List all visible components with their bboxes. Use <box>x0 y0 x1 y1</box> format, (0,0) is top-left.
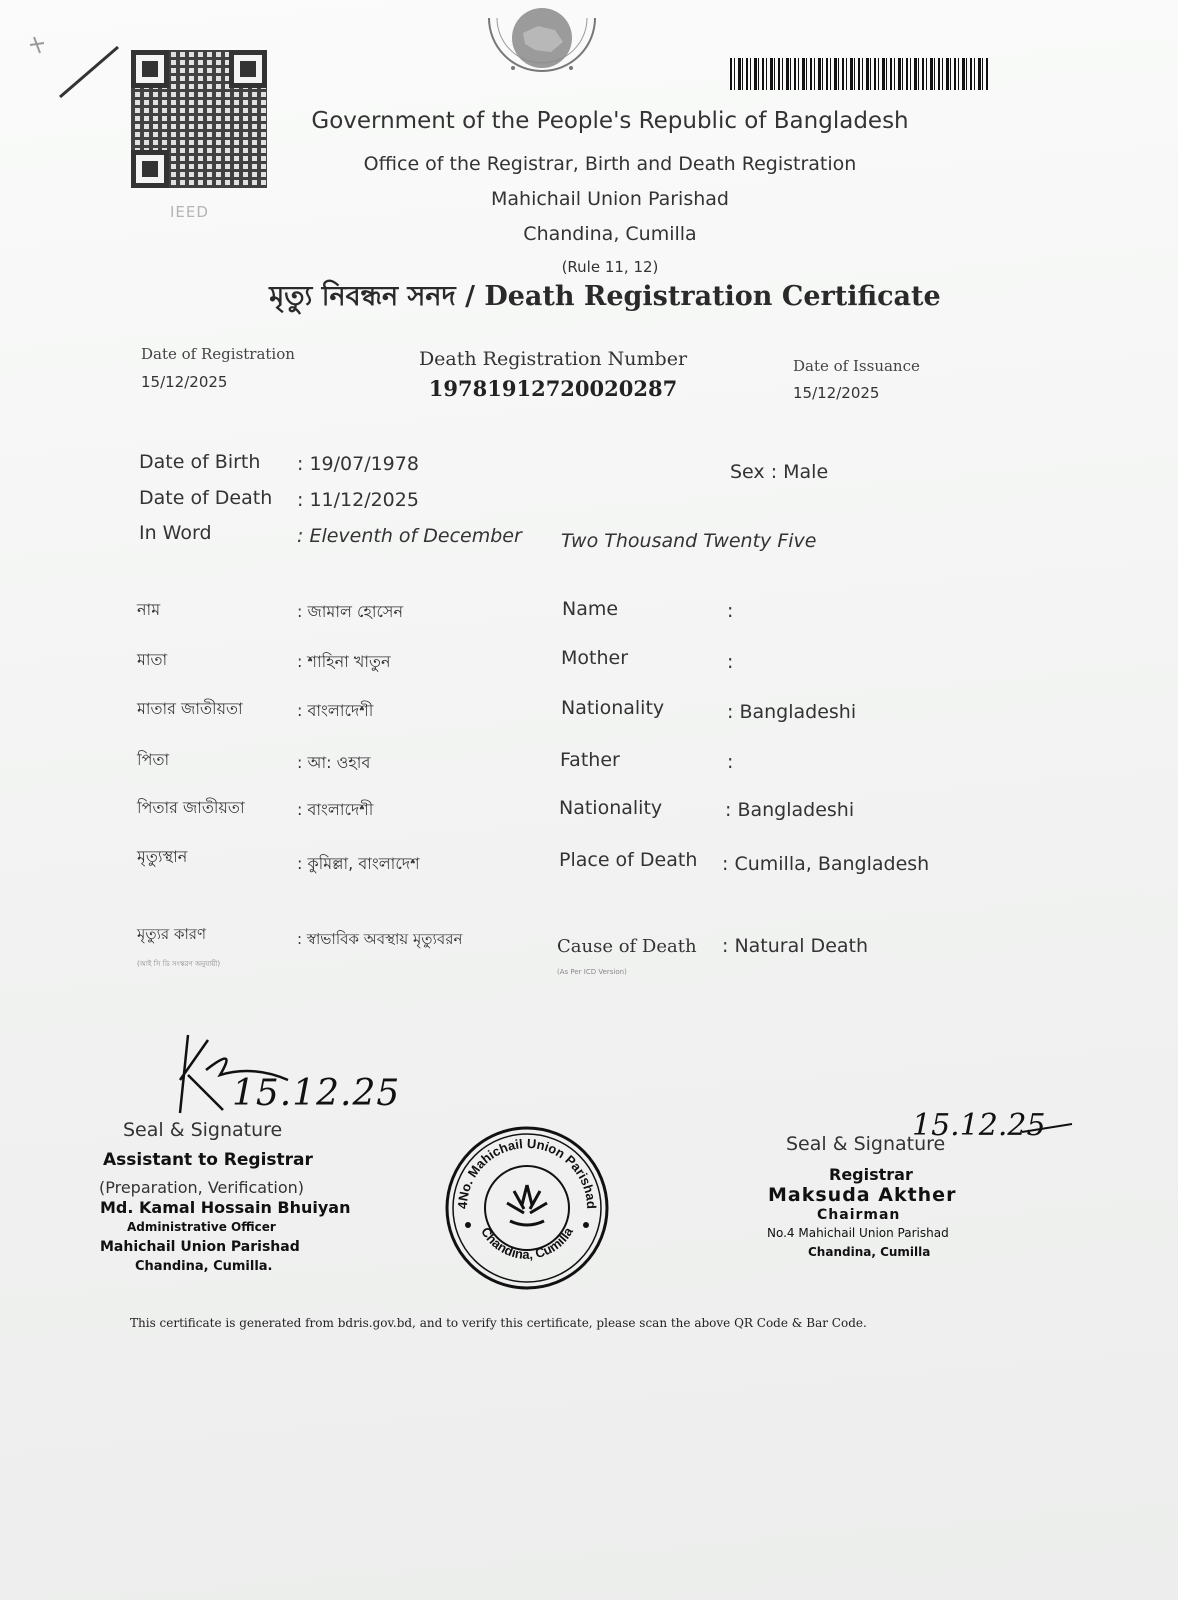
registrar-office: No.4 Mahichail Union Parishad <box>767 1226 949 1240</box>
registrar-title: Chairman <box>817 1207 901 1223</box>
father-nationality-label: Nationality <box>559 797 663 819</box>
registrar-signature-stroke-icon <box>1020 1120 1075 1136</box>
in-word-value-part2: Two Thousand Twenty Five <box>561 530 817 552</box>
date-of-issuance-value: 15/12/2025 <box>793 384 880 402</box>
registration-number-value: 19781912720020287 <box>428 376 678 401</box>
registration-number-label: Death Registration Number <box>418 348 688 370</box>
name-label: Name <box>562 598 619 620</box>
assistant-title: Administrative Officer <box>127 1220 276 1234</box>
date-of-birth-value: : 19/07/1978 <box>297 453 419 475</box>
cause-of-death-label: Cause of Death <box>557 936 697 957</box>
seal-top-text: 4No. Mahichail Union Parishad <box>454 1135 600 1210</box>
svg-text:Chandina, Cumilla <box>478 1224 576 1262</box>
right-seal-signature-label: Seal & Signature <box>786 1133 946 1155</box>
assistant-role-note: (Preparation, Verification) <box>99 1178 304 1197</box>
government-emblem-icon <box>483 8 601 98</box>
bn-name-value: : জামাল হোসেন <box>297 602 404 621</box>
bn-mother-nationality-value: : বাংলাদেশী <box>297 701 374 720</box>
registrar-name: Maksuda Akther <box>768 1184 957 1206</box>
date-of-birth-label: Date of Birth <box>139 451 261 473</box>
bn-name-label: নাম <box>137 600 161 619</box>
father-nationality-value: : Bangladeshi <box>725 799 855 821</box>
date-of-death-label: Date of Death <box>139 487 273 509</box>
bn-place-of-death-label: মৃত্যুস্থান <box>137 847 188 866</box>
assistant-role: Assistant to Registrar <box>103 1150 313 1170</box>
assistant-name: Md. Kamal Hossain Bhuiyan <box>100 1198 351 1217</box>
mother-label: Mother <box>561 647 629 669</box>
barcode[interactable] <box>730 58 988 90</box>
rule-reference: (Rule 11, 12) <box>561 258 659 276</box>
office-title: Office of the Registrar, Birth and Death Registration <box>363 153 857 175</box>
qr-code[interactable] <box>131 50 267 188</box>
pen-mark-icon <box>20 25 120 115</box>
bn-place-of-death-value: : কুমিল্লা, বাংলাদেশ <box>297 854 420 873</box>
bn-father-label: পিতা <box>137 750 170 769</box>
cause-of-death-value: : Natural Death <box>722 935 869 957</box>
left-seal-signature-label: Seal & Signature <box>123 1119 283 1141</box>
bn-father-value: : আ: ওহাব <box>297 753 371 772</box>
bn-father-nationality-label: পিতার জাতীয়তা <box>137 798 245 817</box>
registrar-place: Chandina, Cumilla <box>808 1245 931 1259</box>
office-location: Chandina, Cumilla <box>523 223 697 245</box>
bn-mother-nationality-label: মাতার জাতীয়তা <box>137 699 243 718</box>
union-parishad-seal-icon <box>444 1125 610 1291</box>
qr-caption: IEED <box>170 203 209 221</box>
assistant-office: Mahichail Union Parishad <box>100 1239 300 1255</box>
bn-cause-of-death-label: মৃত্যুর কারণ <box>137 925 207 943</box>
assistant-handwritten-date: 15.12.25 <box>232 1073 401 1114</box>
name-value: : <box>727 600 734 622</box>
date-of-issuance-label: Date of Issuance <box>793 357 920 375</box>
assistant-place: Chandina, Cumilla. <box>135 1259 273 1274</box>
certificate-title: মৃত্যু নিবন্ধন সনদ / Death Registration Certificate <box>269 281 941 312</box>
cause-of-death-note: (As Per ICD Version) <box>557 968 627 976</box>
mother-nationality-label: Nationality <box>561 697 665 719</box>
mother-value: : <box>727 651 734 673</box>
mother-nationality-value: : Bangladeshi <box>727 701 857 723</box>
father-label: Father <box>560 749 620 771</box>
union-parishad: Mahichail Union Parishad <box>490 188 729 210</box>
date-of-registration-value: 15/12/2025 <box>141 373 228 391</box>
registrar-role: Registrar <box>829 1165 913 1184</box>
bn-cause-of-death-value: : স্বাভাবিক অবস্থায় মৃত্যুবরন <box>297 930 463 948</box>
date-of-death-value: : 11/12/2025 <box>297 489 419 511</box>
date-of-registration-label: Date of Registration <box>141 345 295 363</box>
verification-footer: This certificate is generated from bdris.gov.bd, and to verify this certificate, please scan the above QR Code & Bar Code. <box>130 1316 867 1330</box>
in-word-label: In Word <box>139 522 212 544</box>
place-of-death-value: : Cumilla, Bangladesh <box>722 853 930 875</box>
seal-bottom-text: Chandina, Cumilla <box>478 1224 576 1262</box>
sex-value: Sex : Male <box>730 461 829 483</box>
bn-cause-of-death-note: (আই সি ডি সংস্করণ অনুযায়ী) <box>137 960 221 968</box>
in-word-value-part1: : Eleventh of December <box>297 525 522 547</box>
government-title: Government of the People's Republic of Bangladesh <box>311 108 909 134</box>
registrar-handwritten-date: 15.12.25 <box>912 1108 1046 1143</box>
father-value: : <box>727 751 734 773</box>
bn-mother-label: মাতা <box>137 650 168 669</box>
bn-mother-value: : শাহিনা খাতুন <box>297 652 391 671</box>
bn-father-nationality-value: : বাংলাদেশী <box>297 800 374 819</box>
place-of-death-label: Place of Death <box>559 849 698 871</box>
